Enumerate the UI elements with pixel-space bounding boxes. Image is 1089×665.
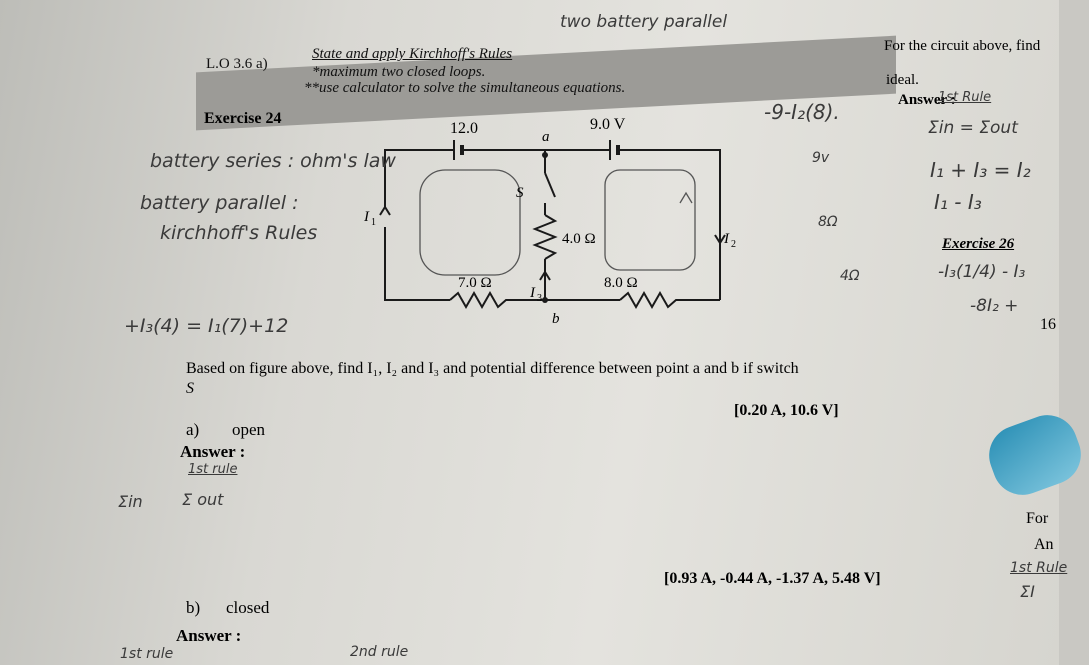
- current-i1-sub: 1: [371, 217, 376, 228]
- label-a: a: [542, 129, 550, 145]
- question-text: Based on figure above, find I₁, I₂ and I₃ and potential difference between point a and b if switch: [186, 360, 799, 377]
- resistor-4-ohm: [535, 215, 555, 259]
- right-answer-label: Answer :: [898, 92, 956, 108]
- handwriting-4ohm: 4Ω: [840, 268, 860, 284]
- exercise26-title: Exercise 26: [942, 236, 1015, 252]
- node-a: [542, 152, 548, 158]
- circuit-diagram: [364, 115, 750, 360]
- part-b-label: b): [186, 598, 201, 617]
- handwriting-kcl: I₁ + I₃ = I₂: [930, 158, 1031, 182]
- handwriting-sout: Σ out: [182, 490, 224, 509]
- current-i2: I: [724, 231, 729, 247]
- answer-closed: [0.93 A, -0.44 A, -1.37 A, 5.48 V]: [664, 570, 881, 587]
- part-a-label: a): [186, 420, 200, 439]
- handwriting-kcl2: I₁ - I₃: [934, 190, 982, 214]
- handwriting-sum: Σin = Σout: [928, 118, 1018, 138]
- switch-label: S: [516, 185, 524, 201]
- right-ideal-text: ideal.: [886, 72, 919, 88]
- handwriting-top-equation: -9-I₂(8).: [764, 100, 840, 124]
- current-i1: I: [364, 209, 369, 225]
- label-b: b: [552, 311, 560, 327]
- handwriting-sin: Σin: [118, 492, 143, 511]
- handwriting-bottom-2nd: 2nd rule: [350, 644, 409, 660]
- answer-open: [0.20 A, 10.6 V]: [734, 402, 839, 419]
- loop-left-sketch: [420, 170, 520, 275]
- node-b: [542, 297, 548, 303]
- current-i2-sub: 2: [731, 239, 736, 250]
- i1-arrow: [380, 207, 390, 215]
- part-a-text: open: [232, 420, 266, 439]
- handwriting-parallel: battery parallel :: [140, 192, 299, 214]
- answer-label-a: Answer :: [180, 442, 246, 461]
- emf-9: 9.0 V: [590, 116, 626, 133]
- right-circuit-text: For the circuit above, find: [884, 38, 1041, 54]
- handwriting-kirchhoff: kirchhoff's Rules: [160, 222, 318, 244]
- handwriting-bottom-1st: 1st rule: [120, 646, 174, 662]
- handwriting-series: battery series : ohm's law: [150, 150, 396, 172]
- handwriting-rule-b: 1st Rule: [1010, 560, 1068, 576]
- current-i3: I: [530, 285, 535, 301]
- resistor-8-ohm: [620, 293, 720, 307]
- lo-code: L.O 3.6 a): [206, 56, 268, 72]
- resistor-mid-label: 4.0 Ω: [562, 231, 596, 247]
- note-calculator: **use calculator to solve the simultaneous equations.: [304, 80, 626, 96]
- handwriting-rule1: 1st Rule: [938, 90, 992, 105]
- loop-arrow-sketch: [680, 193, 692, 203]
- switch-s: [545, 173, 555, 197]
- handwriting-answer-rule: 1st rule: [188, 462, 238, 477]
- part-b-text: closed: [226, 598, 270, 617]
- pen-image: [981, 407, 1089, 504]
- partial-number: 16: [1040, 316, 1056, 333]
- resistor-left-label: 7.0 Ω: [458, 275, 492, 291]
- handwriting-two-battery: two battery parallel: [560, 12, 728, 32]
- lo-title: State and apply Kirchhoff's Rules: [312, 46, 513, 62]
- answer-label-b: Answer :: [176, 626, 242, 645]
- partial-for: For: [1026, 510, 1049, 527]
- current-i3-sub: 3: [537, 293, 542, 304]
- handwriting-8ohm: 8Ω: [818, 214, 838, 230]
- note-max-loops: *maximum two closed loops.: [312, 64, 486, 80]
- partial-an: An: [1034, 536, 1054, 553]
- question-switch: S: [186, 380, 194, 397]
- emf-12: 12.0: [450, 120, 478, 137]
- loop-right-sketch: [605, 170, 695, 270]
- resistor-right-label: 8.0 Ω: [604, 275, 638, 291]
- exercise24-title: Exercise 24: [204, 110, 282, 127]
- handwriting-9v: 9v: [812, 150, 830, 166]
- handwriting-ex26-eq2: -8I₂ +: [970, 296, 1019, 316]
- resistor-7-ohm: [450, 293, 520, 307]
- handwriting-ex26-eq: -I₃(1/4) - I₃: [938, 262, 1026, 282]
- handwriting-left-equation: +I₃(4) = I₁(7)+12: [124, 315, 289, 337]
- handwriting-sigma-b: ΣI: [1020, 582, 1035, 601]
